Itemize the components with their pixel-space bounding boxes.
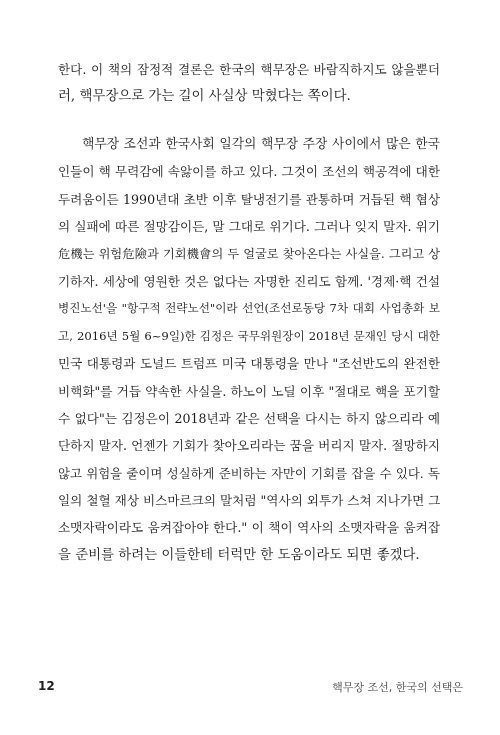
text-line: 고, 2016년 5월 6~9일)한 김정은 국무위원장이 2018년 문재인 당시 대한 [58,328,440,343]
text-line: 단하지 말자. 언젠가 기회가 찾아오리라는 꿈을 버리지 말자. 절망하지 [58,438,440,454]
text-line: 기하자. 세상에 영원한 것은 없다는 자명한 진리도 함께. '경제·핵 건설 [58,273,440,289]
text-line: 인들이 핵 무력감에 속앓이를 하고 있다. 그것이 조선의 핵공격에 대한 [58,164,440,180]
page-number: 12 [38,679,55,693]
text-line: 일의 철혈 재상 비스마르크의 말처럼 "역사의 외투가 스쳐 지나가면 그 [58,493,440,509]
paragraph-2 [58,131,440,569]
text-line: 러, 핵무장으로 가는 길이 사실상 막혔다는 쪽이다. [58,89,351,105]
paragraph-1 [58,56,440,111]
text-line: 危機는 위험危險과 기회機會의 두 얼굴로 찾아온다는 사실을. 그리고 상 [58,246,440,261]
text-line: 한다. 이 책의 잠정적 결론은 한국의 핵무장은 바람직하지도 않을뿐더 [58,62,440,77]
text-line: 을 준비를 하려는 이들한테 터럭만 한 도움이라도 되면 좋겠다. [58,547,420,563]
text-line: 핵무장 조선과 한국사회 일각의 핵무장 주장 사이에서 많은 한국 [82,137,440,152]
text-line: 비핵화"를 거듭 약속한 사실을. 하노이 노딜 이후 "절대로 핵을 포기할 [58,383,440,399]
text-line: 의 실패에 따른 절망감이든, 말 그대로 위기다. 그러나 잊지 말자. 위기 [58,219,440,235]
text-line: 소맷자락이라도 움켜잡아야 한다." 이 책이 역사의 소맷자락을 움켜잡 [58,520,440,536]
text-line: 병진노선'을 "항구적 전략노선"이라 선언(조선로동당 7차 대회 사업총화 보 [58,301,440,316]
text-line: 민국 대통령과 도널드 트럼프 미국 대통령을 만나 "조선반도의 완전한 [58,356,440,372]
text-line: 수 없다"는 김정은이 2018년과 같은 선택을 다시는 하지 않으리라 예 [58,410,440,426]
text-line: 두려움이든 1990년대 초반 이후 탈냉전기를 관통하며 거듭된 핵 협상 [58,191,440,207]
running-title: 핵무장 조선, 한국의 선택은 [332,681,463,694]
text-line: 않고 위험을 줄이며 성실하게 준비하는 자만이 기회를 잡을 수 있다. 독 [58,465,440,481]
